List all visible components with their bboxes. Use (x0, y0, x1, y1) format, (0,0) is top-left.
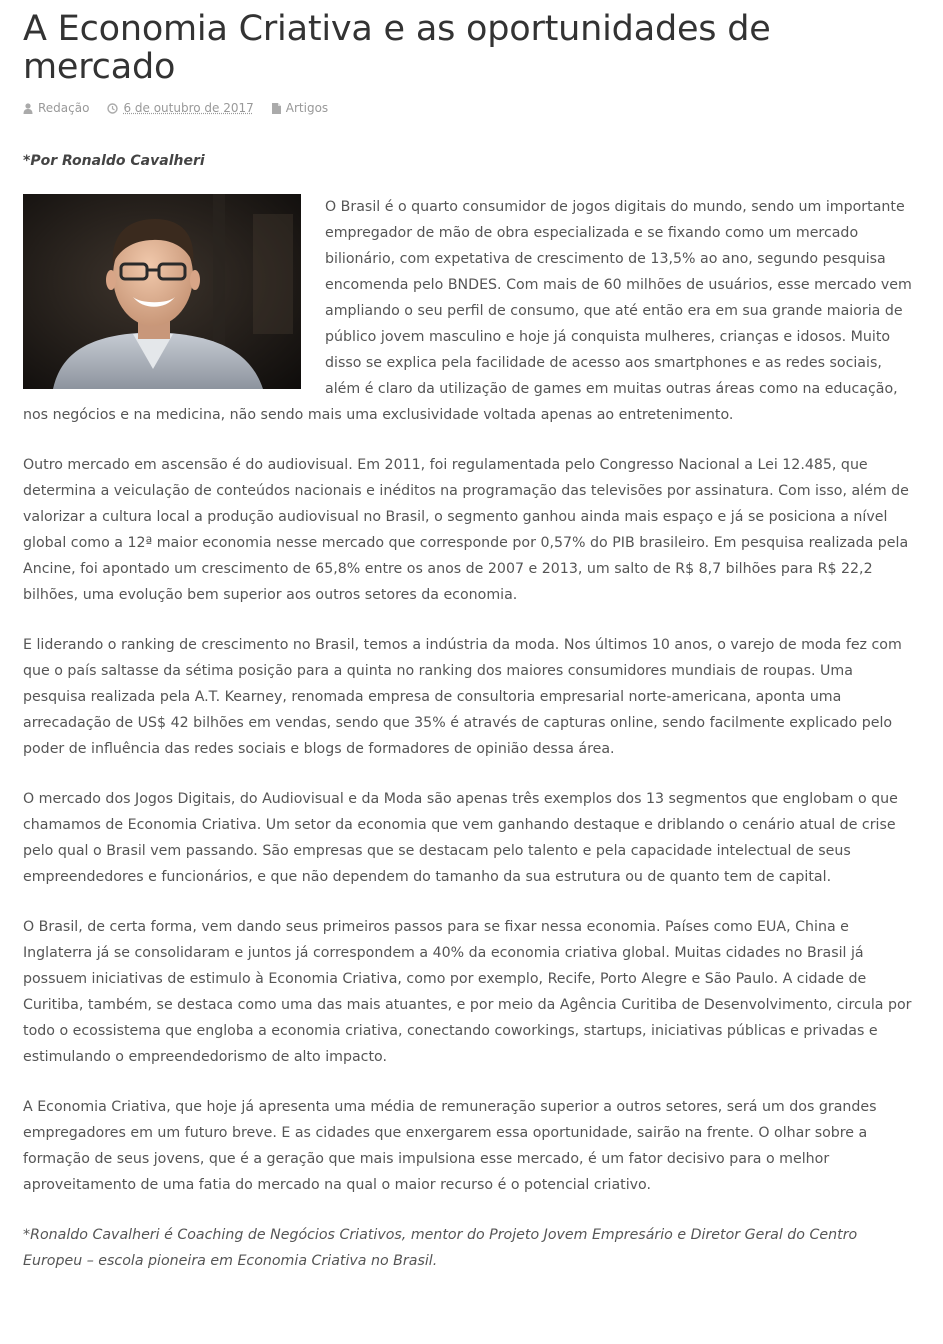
paragraph: E liderando o ranking de crescimento no Brasil, temos a indústria da moda. Nos últimos 10 anos, o varejo de moda fez com que o país saltasse da sétima posição para a quinta no ranking dos maiores consumidores mundiais de roupas. Uma pesquisa realizada pela A.T. Kearney, renomada empresa de consultoria empresarial norte-americana, aponta uma arrecadação de US$ 42 bilhões em vendas, sendo que 35% é através de capturas online, sendo facilmente explicado pelo poder de influência das redes sociais e blogs de formadores de opinião dessa área. (23, 637, 902, 757)
meta-category-link[interactable]: Artigos (285, 101, 329, 115)
meta-date (107, 100, 253, 116)
article-title: A Economia Criativa e as oportunidades de mercado (23, 9, 771, 87)
meta-date-value: 6 de outubro de 2017 (123, 101, 254, 115)
file-icon (272, 103, 281, 114)
meta-author-name[interactable]: Redação (38, 101, 90, 115)
article-content (23, 194, 920, 1274)
user-icon (23, 103, 33, 114)
author-footnote: *Ronaldo Cavalheri é Coaching de Negócios Criativos, mentor do Projeto Jovem Empresário e Diretor Geral do Centro Europeu – escola pioneira em Economia Criativa no Brasil. (23, 1227, 858, 1269)
paragraph: Outro mercado em ascensão é do audiovisual. Em 2011, foi regulamentada pelo Congresso Nacional a Lei 12.485, que determina a veiculação de conteúdos nacionais e inéditos na programação das televisões por assinatura. Com isso, além de valorizar a cultura local a produção audiovisual no Brasil, o segmento ganhou ainda mais espaço e já se posiciona a nível global como a 12ª maior economia nesse mercado que corresponde por 0,57% do PIB brasileiro. Em pesquisa realizada pela Ancine, foi apontado um crescimento de 65,8% entre os anos de 2007 e 2013, um salto de R$ 8,7 bilhões para R$ 22,2 bilhões, uma evolução bem superior aos outros setores da economia. (23, 457, 909, 603)
clock-icon (107, 103, 118, 114)
paragraph: O mercado dos Jogos Digitais, do Audiovisual e da Moda são apenas três exemplos dos 13 segmentos que englobam o que chamamos de Economia Criativa. Um setor da economia que vem ganhando destaque e driblando o cenário atual de crise pelo qual o Brasil vem passando. São empresas que se destacam pelo talento e pela capacidade intelectual de seus empreendedores e funcionários, e que não dependem do tamanho da sua estrutura ou de quanto tem de capital. (23, 791, 898, 885)
article-meta (23, 100, 920, 116)
meta-author[interactable] (23, 100, 89, 116)
paragraph: A Economia Criativa, que hoje já apresenta uma média de remuneração superior a outros setores, será um dos grandes empregadores em um futuro breve. E as cidades que enxergarem essa oportunidade, sairão na frente. O olhar sobre a formação de seus jovens, que é a geração que mais impulsiona esse mercado, é um fator decisivo para o melhor aproveitamento de uma fatia do mercado na qual o maior recurso é o potencial criativo. (23, 1099, 877, 1193)
author-photo (23, 194, 301, 389)
paragraph: O Brasil, de certa forma, vem dando seus primeiros passos para se fixar nessa economia. Países como EUA, China e Inglaterra já se consolidaram e juntos já correspondem a 40% da economia criativa global. Muitas cidades no Brasil já possuem iniciativas de estimulo à Economia Criativa, como por exemplo, Recife, Porto Alegre e São Paulo. A cidade de Curitiba, também, se destaca como uma das mais atuantes, e por meio da Agência Curitiba de Desenvolvimento, circula por todo o ecossistema que engloba a economia criativa, conectando coworkings, startups, iniciativas públicas e privadas e estimulando o empreendedorismo de alto impacto. (23, 919, 912, 1065)
portrait-image (23, 194, 301, 389)
article-byline: *Por Ronaldo Cavalheri (23, 153, 205, 169)
meta-category[interactable] (272, 100, 328, 116)
paragraph: O Brasil é o quarto consumidor de jogos digitais do mundo, sendo um importante empregador de mão de obra especializada e se fixando como um mercado bilionário, com expetativa de crescimento de 13,5% ao ano, segundo pesquisa encomenda pelo BNDES. Com mais de 60 milhões de usuários, esse mercado vem ampliando o seu perfil de consumo, que até então era em sua grande maioria de público jovem masculino e hoje já conquista mulheres, crianças e idosos. Muito disso se explica pela facilidade de acesso aos smartphones e as redes sociais, além é claro da utilização de games em muitas outras áreas como na educação, nos negócios e na medicina, não sendo mais uma exclusividade voltada apenas ao entretenimento. (23, 199, 912, 423)
